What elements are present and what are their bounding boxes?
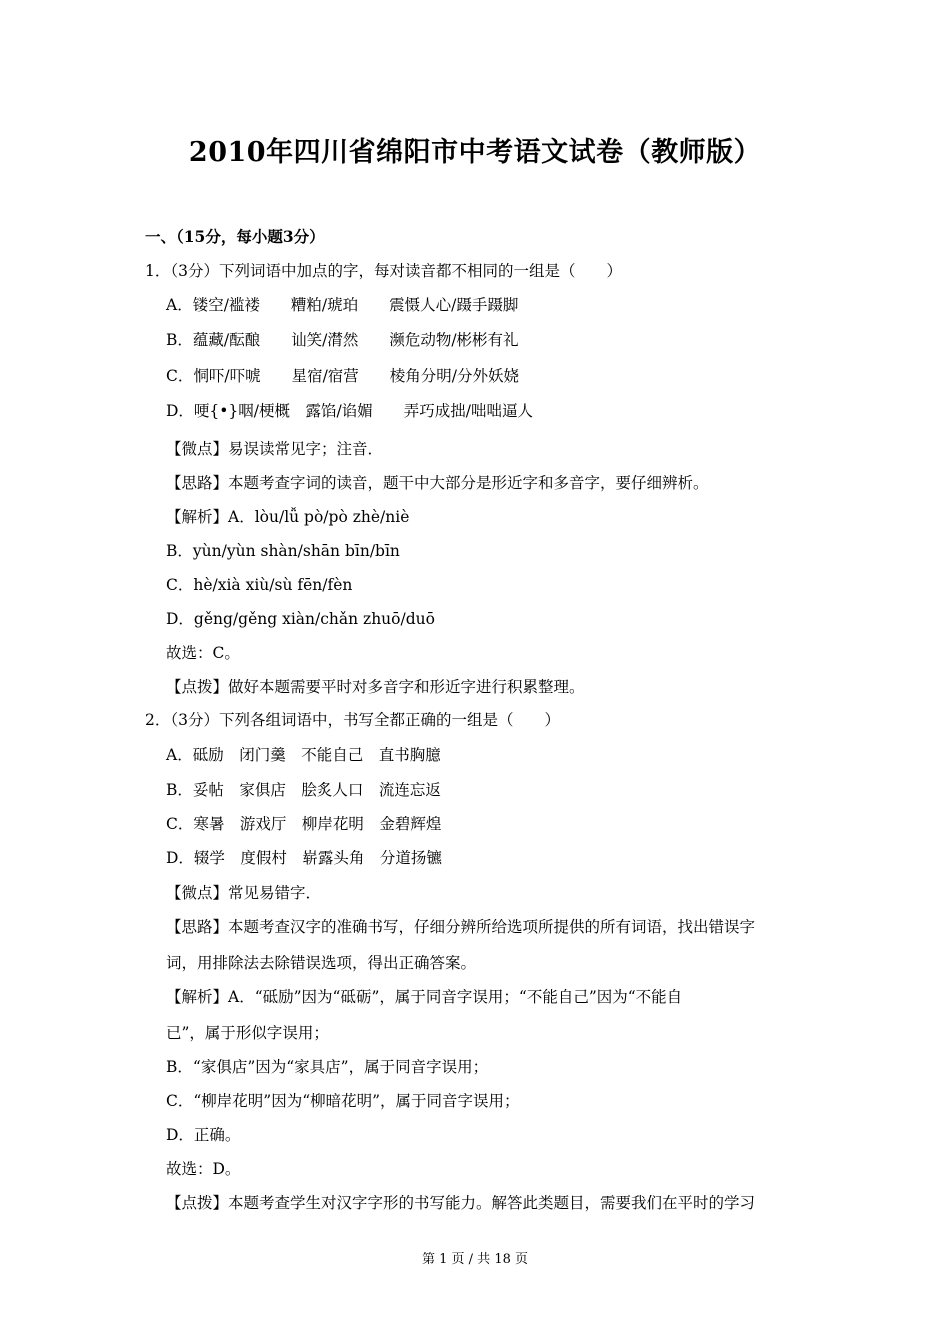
question-1-option-c: C．恫吓/吓唬 星宿/宿营 棱角分明/分外妖娆 bbox=[166, 367, 520, 385]
question-1-jiexi-c: C．hè/xià xiù/sù fēn/fèn bbox=[166, 576, 353, 594]
question-2-jiexi-line2: 已”，属于形似字误用； bbox=[166, 1024, 329, 1042]
question-2-silu-line2: 词，用排除法去除错误选项，得出正确答案。 bbox=[166, 954, 477, 972]
question-1-option-b: B．蕴藏/酝酿 讪笑/潸然 濒危动物/彬彬有礼 bbox=[166, 331, 519, 349]
question-2-option-c: C．寒暑 游戏厅 柳岸花明 金碧辉煌 bbox=[166, 815, 442, 833]
question-2-jiexi-b: B．“家俱店”因为“家具店”，属于同音字误用； bbox=[166, 1058, 489, 1076]
question-1-dianbo: 【点拨】做好本题需要平时对多音字和形近字进行积累整理。 bbox=[166, 678, 585, 696]
question-1-stem: 1．（3分）下列词语中加点的字，每对读音都不相同的一组是（ ） bbox=[145, 262, 622, 280]
question-2-jiexi-d: D．正确。 bbox=[166, 1126, 241, 1144]
question-1-jiexi-d: D．gěng/gěng xiàn/chǎn zhuō/duō bbox=[166, 610, 435, 628]
question-2-option-b: B．妥帖 家俱店 脍炙人口 流连忘返 bbox=[166, 781, 441, 799]
question-1-jiexi: 【解析】A．lòu/lǚ pò/pò zhè/niè bbox=[166, 508, 410, 526]
page-title: 2010年四川省绵阳市中考语文试卷（教师版） bbox=[188, 137, 762, 168]
question-1-option-a: A．镂空/褴褛 糟粕/琥珀 震慑人心/蹑手蹑脚 bbox=[166, 296, 519, 314]
question-1-jiexi-b: B．yùn/yùn shàn/shān bīn/bīn bbox=[166, 542, 400, 560]
section-heading: 一、（15分，每小题3分） bbox=[145, 227, 325, 246]
question-1-silu: 【思路】本题考查字词的读音，题干中大部分是形近字和多音字，要仔细辨析。 bbox=[166, 474, 709, 492]
question-1-weidian: 【微点】易误读常见字；注音． bbox=[166, 440, 384, 458]
question-1-answer: 故选：C。 bbox=[166, 644, 240, 662]
question-2-dianbo: 【点拨】本题考查学生对汉字字形的书写能力。解答此类题目，需要我们在平时的学习 bbox=[166, 1194, 756, 1212]
question-2-silu-line1: 【思路】本题考查汉字的准确书写，仔细分辨所给选项所提供的所有词语，找出错误字 bbox=[166, 918, 756, 936]
question-2-option-a: A．砥励 闭门羹 不能自己 直书胸臆 bbox=[166, 746, 441, 764]
question-2-answer: 故选：D。 bbox=[166, 1160, 241, 1178]
question-1-option-d: D．哽{•}咽/梗概 露馅/谄媚 弄巧成拙/咄咄逼人 bbox=[166, 402, 533, 420]
page-footer: 第 1 页 / 共 18 页 bbox=[422, 1252, 528, 1267]
question-2-option-d: D．辍学 度假村 崭露头角 分道扬镳 bbox=[166, 849, 442, 867]
question-2-jiexi-line1: 【解析】A．“砥励”因为“砥砺”，属于同音字误用；“不能自己”因为“不能自 bbox=[166, 988, 683, 1006]
question-2-weidian: 【微点】常见易错字． bbox=[166, 884, 322, 902]
question-2-jiexi-c: C．“柳岸花明”因为“柳暗花明”，属于同音字误用； bbox=[166, 1092, 520, 1110]
question-2-stem: 2．（3分）下列各组词语中，书写全都正确的一组是（ ） bbox=[145, 711, 560, 729]
